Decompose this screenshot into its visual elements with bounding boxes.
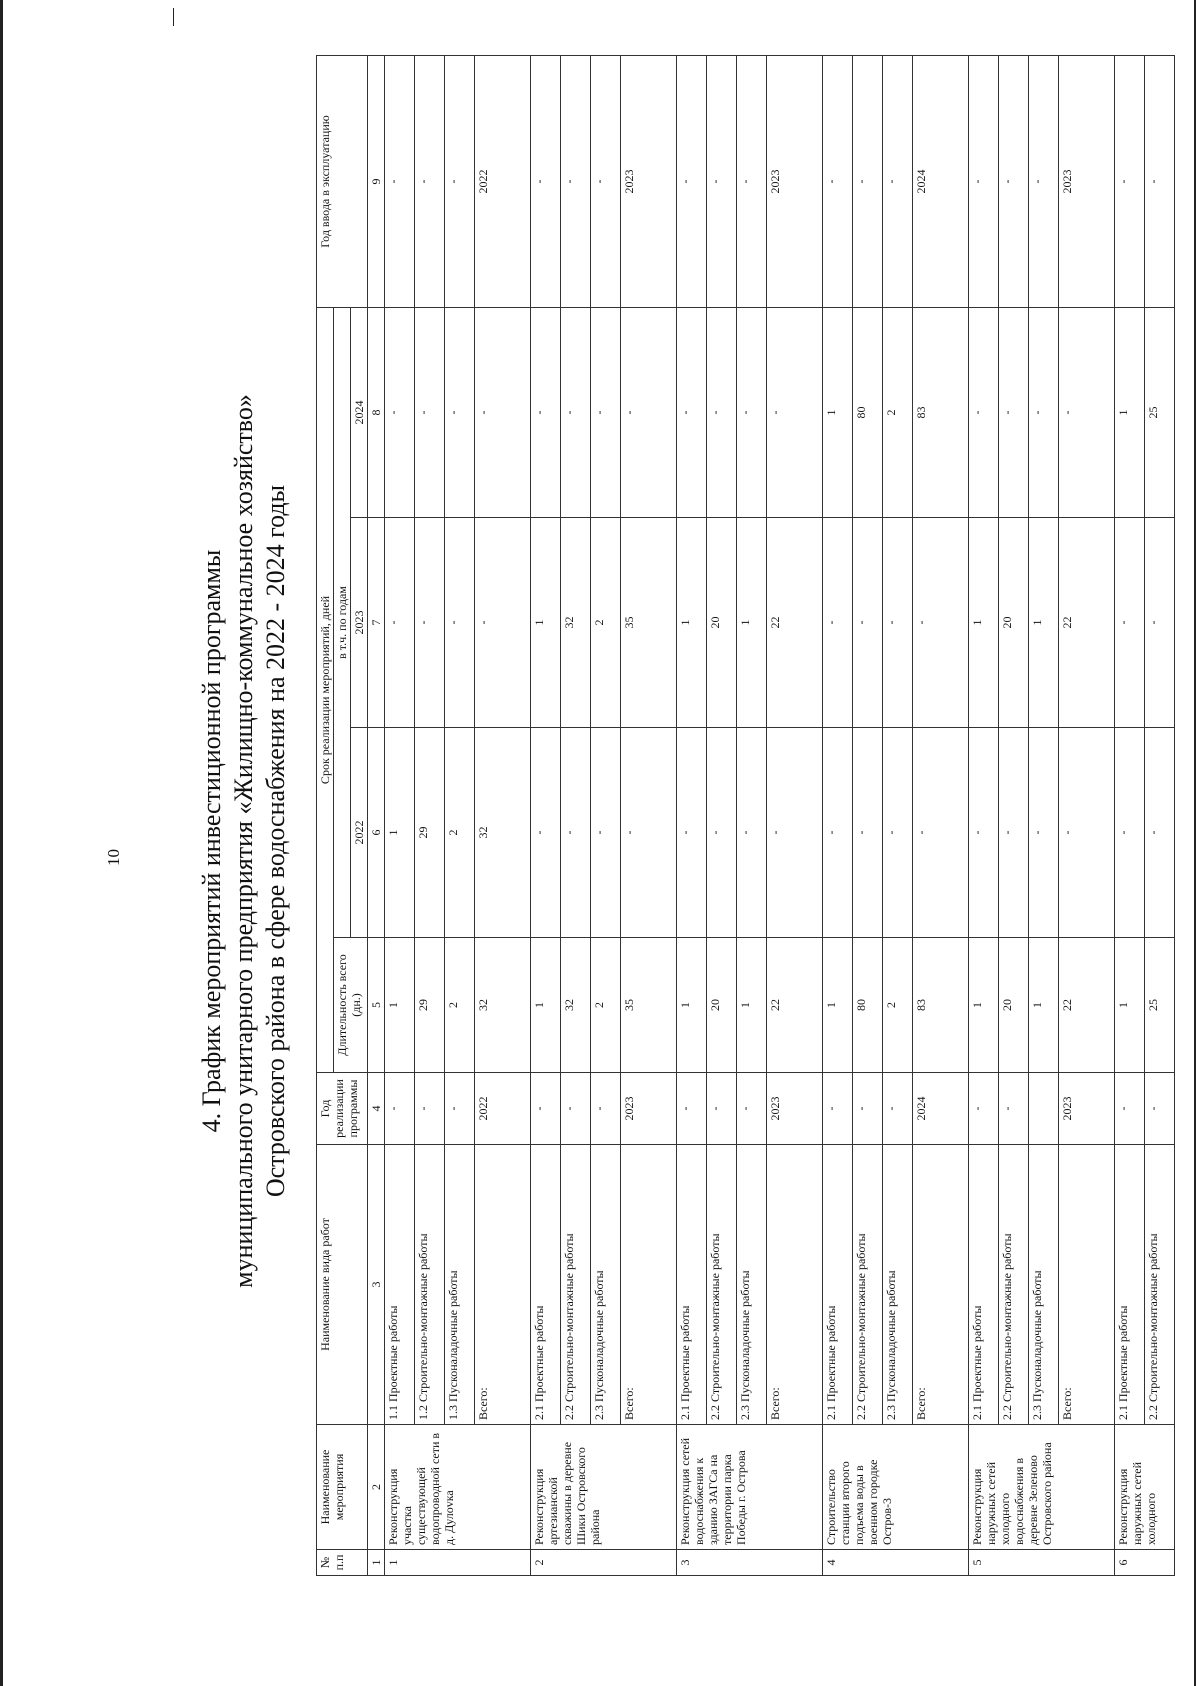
year-cell: - (707, 1073, 737, 1145)
work-type: Всего: (1059, 1145, 1115, 1425)
event-name: Строительство станции второго подъема воды в военном городке Остров-3 (823, 1425, 969, 1550)
total-days: 35 (621, 938, 677, 1073)
commission-year: - (561, 55, 591, 307)
total-days: 1 (737, 938, 767, 1073)
days-2022: - (1059, 728, 1115, 938)
commission-year: - (969, 55, 999, 307)
header-2023: 2023 (351, 518, 368, 728)
days-2024: - (385, 307, 415, 517)
days-2022: - (999, 728, 1029, 938)
total-days: 25 (1145, 938, 1175, 1073)
event-name: Реконструкция сетей водоснабжения к зданию ЗАГСа на территории парка Победы г. Острова (677, 1425, 823, 1550)
days-2024: 1 (823, 307, 853, 517)
event-name: Реконструкция участка существующей водопроводной сети в д. Дулovка (385, 1425, 531, 1550)
event-name: Реконструкция наружных сетей холодного водоснабжения в деревне Зеленово Островского района (969, 1425, 1115, 1550)
event-number: 6 (1115, 1550, 1175, 1576)
days-2024: 1 (1115, 307, 1145, 517)
page-number: 10 (104, 849, 123, 866)
colnum: 8 (368, 307, 385, 517)
days-2023: 2 (591, 518, 621, 728)
commission-year: 2022 (475, 55, 531, 307)
days-2023: - (823, 518, 853, 728)
days-2022: - (1029, 728, 1059, 938)
days-2022: - (737, 728, 767, 938)
colnum: 9 (368, 55, 385, 307)
year-cell: - (561, 1073, 591, 1145)
work-type: 1.2 Строительно-монтажные работы (415, 1145, 445, 1425)
work-type: Всего: (767, 1145, 823, 1425)
days-2022: - (621, 728, 677, 938)
days-2023: 22 (1059, 518, 1115, 728)
table-row (531, 55, 561, 1575)
days-2023: 1 (969, 518, 999, 728)
event-number: 5 (969, 1550, 1115, 1576)
days-2024: - (767, 307, 823, 517)
work-type: 2.2 Строительно-монтажные работы (707, 1145, 737, 1425)
days-2024: - (531, 307, 561, 517)
table-row (1145, 55, 1175, 1575)
days-2023: 1 (737, 518, 767, 728)
days-2024: - (737, 307, 767, 517)
table-row (1029, 55, 1059, 1575)
commission-year: - (1145, 55, 1175, 307)
commission-year: - (677, 55, 707, 307)
table-row (913, 55, 969, 1575)
year-cell: - (591, 1073, 621, 1145)
header-commission: Год ввода в эксплуатацию (317, 55, 368, 307)
year-cell: - (385, 1073, 415, 1145)
commission-year: - (415, 55, 445, 307)
commission-year: - (385, 55, 415, 307)
days-2023: 1 (677, 518, 707, 728)
colnum: 1 (368, 1550, 385, 1576)
table-body (385, 55, 1175, 1575)
header-2022: 2022 (351, 728, 368, 938)
work-type: 2.3 Пусконаладочные работы (737, 1145, 767, 1425)
event-name: Реконструкция артезианской скважины в деревне Шики Островского района (531, 1425, 677, 1550)
table-row (823, 55, 853, 1575)
work-type: 2.3 Пусконаладочные работы (591, 1145, 621, 1425)
work-type: 2.2 Строительно-монтажные работы (853, 1145, 883, 1425)
table-row (853, 55, 883, 1575)
days-2022: - (823, 728, 853, 938)
work-type: 2.1 Проектные работы (969, 1145, 999, 1425)
days-2022: 2 (445, 728, 475, 938)
days-2022: - (913, 728, 969, 938)
year-cell: - (969, 1073, 999, 1145)
table-row (969, 55, 999, 1575)
year-cell: 2022 (475, 1073, 531, 1145)
days-2023: - (445, 518, 475, 728)
commission-year: - (531, 55, 561, 307)
days-2023: 22 (767, 518, 823, 728)
colnum: 6 (368, 728, 385, 938)
total-days: 22 (767, 938, 823, 1073)
days-2023: - (385, 518, 415, 728)
work-type: 2.3 Пусконаладочные работы (883, 1145, 913, 1425)
year-cell: - (415, 1073, 445, 1145)
days-2022: - (969, 728, 999, 938)
year-cell: - (1145, 1073, 1175, 1145)
total-days: 80 (853, 938, 883, 1073)
work-type: 1.1 Проектные работы (385, 1145, 415, 1425)
days-2023: 35 (621, 518, 677, 728)
year-cell: - (999, 1073, 1029, 1145)
year-cell: 2024 (913, 1073, 969, 1145)
table-row (385, 55, 415, 1575)
total-days: 1 (677, 938, 707, 1073)
header-2024: 2024 (351, 307, 368, 517)
year-cell: 2023 (767, 1073, 823, 1145)
days-2022: - (767, 728, 823, 938)
work-type: Всего: (621, 1145, 677, 1425)
work-type: 2.3 Пусконаладочные работы (1029, 1145, 1059, 1425)
days-2022: - (591, 728, 621, 938)
colnum: 5 (368, 938, 385, 1073)
total-days: 2 (883, 938, 913, 1073)
days-2024: - (999, 307, 1029, 517)
total-days: 1 (531, 938, 561, 1073)
commission-year: - (707, 55, 737, 307)
total-days: 20 (999, 938, 1029, 1073)
page-title-line1: 4. График мероприятий инвестиционной программы (197, 549, 226, 1133)
days-2024: 25 (1145, 307, 1175, 517)
table-row (767, 55, 823, 1575)
days-2023: 32 (561, 518, 591, 728)
commission-year: - (823, 55, 853, 307)
total-days: 1 (969, 938, 999, 1073)
commission-year: 2024 (913, 55, 969, 307)
event-number: 3 (677, 1550, 823, 1576)
table-row (475, 55, 531, 1575)
days-2024: - (1059, 307, 1115, 517)
days-2022: - (1145, 728, 1175, 938)
work-type: Всего: (913, 1145, 969, 1425)
year-cell: - (445, 1073, 475, 1145)
event-number: 4 (823, 1550, 969, 1576)
commission-year: - (883, 55, 913, 307)
commission-year: - (999, 55, 1029, 307)
year-cell: - (1115, 1073, 1145, 1145)
days-2022: 29 (415, 728, 445, 938)
table-row (707, 55, 737, 1575)
page-title-line3: Островского района в сфере водоснабжения на 2022 - 2024 годы (261, 484, 290, 1198)
total-days: 2 (445, 938, 475, 1073)
colnum: 7 (368, 518, 385, 728)
days-2023: - (415, 518, 445, 728)
column-number-row (368, 55, 385, 1575)
year-cell: - (737, 1073, 767, 1145)
days-2023: - (883, 518, 913, 728)
table-row (883, 55, 913, 1575)
days-2023: - (853, 518, 883, 728)
event-number: 2 (531, 1550, 677, 1576)
commission-year: 2023 (1059, 55, 1115, 307)
work-type: 2.1 Проектные работы (677, 1145, 707, 1425)
work-type: 2.1 Проектные работы (823, 1145, 853, 1425)
year-cell (1029, 1073, 1059, 1145)
total-days: 32 (475, 938, 531, 1073)
table-row (561, 55, 591, 1575)
days-2022: - (707, 728, 737, 938)
days-2023: - (913, 518, 969, 728)
header-by-years: в т.ч. по годам (334, 307, 351, 937)
year-cell: - (853, 1073, 883, 1145)
total-days: 32 (561, 938, 591, 1073)
total-days: 1 (385, 938, 415, 1073)
commission-year: - (853, 55, 883, 307)
year-cell: 2023 (621, 1073, 677, 1145)
year-cell: - (531, 1073, 561, 1145)
days-2024: - (445, 307, 475, 517)
days-2022: - (677, 728, 707, 938)
days-2023: 20 (999, 518, 1029, 728)
table-row (1059, 55, 1115, 1575)
days-2022: - (853, 728, 883, 938)
colnum: 2 (368, 1425, 385, 1550)
days-2024: - (475, 307, 531, 517)
days-2024: - (415, 307, 445, 517)
days-2022: - (883, 728, 913, 938)
commission-year: - (1029, 55, 1059, 307)
work-type: 2.2 Строительно-монтажные работы (999, 1145, 1029, 1425)
table-row (737, 55, 767, 1575)
table-row (677, 55, 707, 1575)
event-name: Реконструкция наружных сетей холодного (1115, 1425, 1175, 1550)
colnum: 4 (368, 1073, 385, 1145)
days-2024: - (969, 307, 999, 517)
days-2022: 1 (385, 728, 415, 938)
year-cell: 2023 (1059, 1073, 1115, 1145)
table-row (1115, 55, 1145, 1575)
days-2023: 20 (707, 518, 737, 728)
header-year: Год реализации программы (317, 1073, 368, 1145)
page-title-line2: муниципального унитарного предприятия «Жилищно-коммунальное хозяйство» (229, 394, 258, 1288)
days-2024: - (677, 307, 707, 517)
commission-year: - (737, 55, 767, 307)
commission-year: - (445, 55, 475, 307)
days-2024: - (1029, 307, 1059, 517)
days-2024: 2 (883, 307, 913, 517)
colnum: 3 (368, 1145, 385, 1425)
days-2022: 32 (475, 728, 531, 938)
total-days: 83 (913, 938, 969, 1073)
year-cell: - (883, 1073, 913, 1145)
days-2024: 80 (853, 307, 883, 517)
days-2024: - (621, 307, 677, 517)
schedule-table (316, 55, 1175, 1576)
total-days: 1 (1029, 938, 1059, 1073)
days-2024: - (591, 307, 621, 517)
table-row (999, 55, 1029, 1575)
work-type: 2.1 Проектные работы (1115, 1145, 1145, 1425)
days-2022: - (1115, 728, 1145, 938)
year-cell: - (677, 1073, 707, 1145)
commission-year: 2023 (767, 55, 823, 307)
days-2023: 1 (531, 518, 561, 728)
days-2023: 1 (1029, 518, 1059, 728)
days-2022: - (561, 728, 591, 938)
total-days: 2 (591, 938, 621, 1073)
table-row (591, 55, 621, 1575)
table-row (621, 55, 677, 1575)
work-type: 2.1 Проектные работы (531, 1145, 561, 1425)
work-type: 1.3 Пусконаладочные работы (445, 1145, 475, 1425)
table-row (445, 55, 475, 1575)
header-num: № п.п (317, 1550, 368, 1576)
work-type: Всего: (475, 1145, 531, 1425)
days-2022: - (531, 728, 561, 938)
header-total: Длительность всего (дн.) (334, 938, 368, 1073)
days-2023: - (475, 518, 531, 728)
total-days: 1 (823, 938, 853, 1073)
year-cell: - (823, 1073, 853, 1145)
days-2023: - (1115, 518, 1145, 728)
total-days: 29 (415, 938, 445, 1073)
days-2023: - (1145, 518, 1175, 728)
commission-year: 2023 (621, 55, 677, 307)
days-2024: - (707, 307, 737, 517)
table-row (415, 55, 445, 1575)
days-2024: 83 (913, 307, 969, 517)
days-2024: - (561, 307, 591, 517)
event-number: 1 (385, 1550, 531, 1576)
commission-year: - (1115, 55, 1145, 307)
total-days: 1 (1115, 938, 1145, 1073)
commission-year: - (591, 55, 621, 307)
header-duration-group: Срок реализации мероприятий, дней (317, 307, 334, 1072)
work-type: 2.2 Строительно-монтажные работы (1145, 1145, 1175, 1425)
total-days: 20 (707, 938, 737, 1073)
work-type: 2.2 Строительно-монтажные работы (561, 1145, 591, 1425)
header-event: Наименование мероприятия (317, 1425, 368, 1550)
header-row (317, 55, 334, 1575)
total-days: 22 (1059, 938, 1115, 1073)
header-work: Наименование вида работ (317, 1145, 368, 1425)
